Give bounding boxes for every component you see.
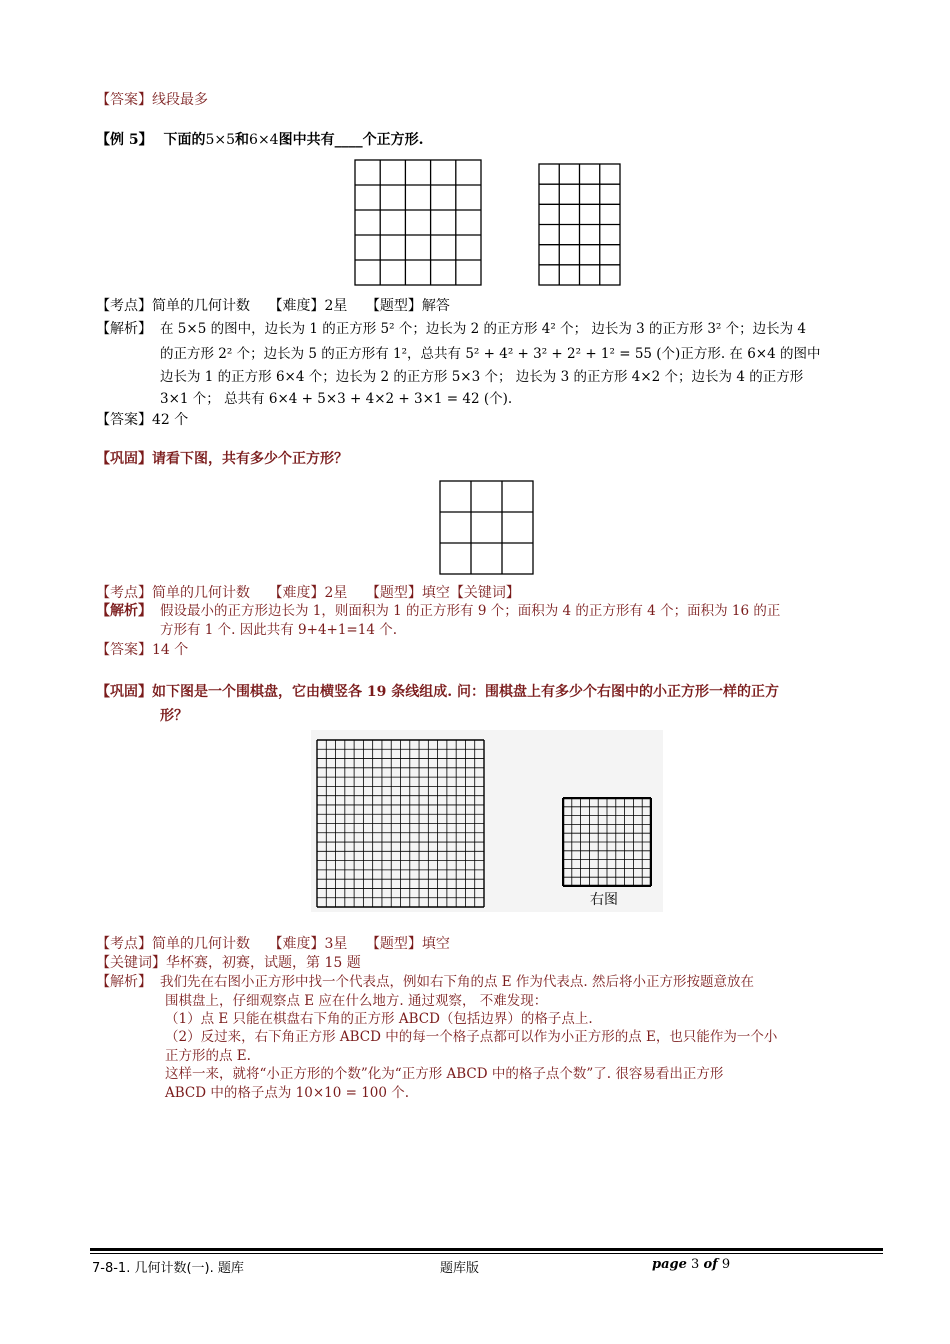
tixing-label: 【题型】 bbox=[365, 936, 422, 952]
answer-label: 【答案】 bbox=[96, 412, 152, 428]
nandu-value: 2星 bbox=[324, 298, 348, 314]
tixing-value: 填空 bbox=[421, 936, 450, 952]
question-grid-a: 5×5 bbox=[205, 132, 236, 148]
gg2-jiexi-line-2: 围棋盘上，仔细观察点 E 应在什么地方. 通过观察， 不难发现： bbox=[165, 993, 548, 1009]
of-word: of bbox=[703, 1257, 718, 1272]
nandu-label: 【难度】 bbox=[268, 936, 325, 952]
ex5-info-line bbox=[96, 296, 450, 316]
question-text-post: 图中共有____个正方形. bbox=[278, 132, 424, 148]
page-total: 9 bbox=[721, 1257, 731, 1272]
gg1-jiexi-line-1: 假设最小的正方形边长为 1，则面积为 1 的正方形有 9 个；面积为 4 的正方形有 4 个；面积为 16 的正 bbox=[160, 603, 781, 619]
example-5-question bbox=[96, 130, 423, 150]
grid-5x5-figure bbox=[354, 159, 482, 286]
tixing-label: 【题型】 bbox=[365, 585, 422, 601]
gg2-jiexi-line-4: （2）反过来，右下角正方形 ABCD 中的每一个格子点都可以作为小正方形的点 E，也只能作为一个小 bbox=[165, 1029, 778, 1045]
kaodian-label: 【考点】 bbox=[96, 936, 152, 952]
gonggu-question-text: 请看下图，共有多少个正方形？ bbox=[152, 451, 348, 467]
gg2-jiexi-line-5: 正方形的点 E. bbox=[165, 1048, 251, 1064]
nandu-label: 【难度】 bbox=[268, 298, 325, 314]
footer-center: 题库版 bbox=[440, 1261, 480, 1276]
grid-6x4-figure bbox=[538, 163, 621, 286]
gg2-jiexi-line-3: （1）点 E 只能在棋盘右下角的正方形 ABCD（包括边界）的格子点上. bbox=[165, 1011, 593, 1027]
footer-page bbox=[652, 1257, 730, 1272]
nandu-value: 3星 bbox=[324, 936, 348, 952]
kaodian-label: 【考点】 bbox=[96, 298, 152, 314]
guanjianci-label: 【关键词】 bbox=[96, 955, 166, 971]
go-board-grid bbox=[316, 739, 485, 908]
nandu-value: 2星 bbox=[324, 585, 348, 601]
gg2-info-line bbox=[96, 934, 450, 954]
gg1-jiexi-label: 【解析】 bbox=[96, 603, 152, 619]
answer-label: 【答案】 bbox=[96, 642, 152, 658]
question-text-pre: 下面的 bbox=[163, 132, 206, 148]
ex5-jiexi-line-1: 在 5×5 的图中，边长为 1 的正方形 5² 个；边长为 2 的正方形 4² 个； 边长为 3 的正方形 3² 个；边长为 4 bbox=[160, 321, 807, 337]
kaodian-value: 简单的几何计数 bbox=[152, 298, 250, 314]
grid-3x3-figure bbox=[439, 480, 534, 575]
tixing-label: 【题型】 bbox=[365, 298, 422, 314]
answer-text: 线段最多 bbox=[152, 92, 208, 108]
ex5-jiexi-line-4: 3×1 个； 总共有 6×4 + 5×3 + 4×2 + 3×1 = 42 (个). bbox=[160, 391, 513, 407]
figure-caption: 右图 bbox=[590, 892, 618, 908]
ex5-answer bbox=[96, 410, 188, 430]
example-label: 【例 5】 bbox=[96, 132, 153, 148]
tixing-value: 填空 bbox=[421, 585, 450, 601]
small-square-grid bbox=[562, 797, 652, 887]
page-number: 3 bbox=[691, 1257, 700, 1272]
gg2-jiexi-line-1: 我们先在右图小正方形中找一个代表点，例如右下角的点 E 作为代表点. 然后将小正方形按题意放在 bbox=[160, 974, 755, 990]
guanjianci-label: 【关键词】 bbox=[449, 585, 520, 601]
nandu-label: 【难度】 bbox=[268, 585, 325, 601]
gonggu-question-text: 如下图是一个围棋盘，它由横竖各 19 条线组成. 问：围棋盘上有多少个右图中的小正方形一样的正方 bbox=[152, 684, 779, 700]
tixing-value: 解答 bbox=[421, 298, 450, 314]
question-text-mid: 和 bbox=[235, 132, 250, 148]
gg2-jiexi-line-6: 这样一来，就将“小正方形的个数”化为“正方形 ABCD 中的格子点个数”了. 很容易看出正方形 bbox=[165, 1066, 724, 1082]
answer-label: 【答案】 bbox=[96, 92, 152, 108]
page-word: page bbox=[652, 1257, 687, 1272]
kaodian-value: 简单的几何计数 bbox=[152, 585, 250, 601]
gg1-jiexi-line-2: 方形有 1 个. 因此共有 9+4+1=14 个. bbox=[160, 622, 398, 638]
ex5-jiexi-label: 【解析】 bbox=[96, 321, 152, 337]
ex5-jiexi-line-2: 的正方形 2² 个；边长为 5 的正方形有 1²，总共有 5² + 4² + 3² + 2² + 1² = 55 (个)正方形. 在 6×4 的图中 bbox=[160, 346, 821, 362]
footer-left: 7-8-1. 几何计数(一). 题库 bbox=[92, 1261, 244, 1276]
gonggu-label: 【巩固】 bbox=[96, 451, 152, 467]
gg2-jiexi-label: 【解析】 bbox=[96, 974, 152, 990]
footer-rule-thin bbox=[90, 1253, 883, 1254]
footer-rule-thick bbox=[90, 1248, 883, 1251]
gonggu-2-question-line-2: 形？ bbox=[160, 708, 188, 724]
top-answer bbox=[96, 90, 208, 110]
gg2-keyword-line bbox=[96, 953, 361, 973]
gonggu-1-question bbox=[96, 449, 348, 469]
gonggu-2-question-line-1 bbox=[96, 682, 779, 702]
answer-text: 14 个 bbox=[152, 642, 189, 658]
kaodian-label: 【考点】 bbox=[96, 585, 152, 601]
kaodian-value: 简单的几何计数 bbox=[152, 936, 250, 952]
gg2-jiexi-line-7: ABCD 中的格子点为 10×10 = 100 个. bbox=[165, 1085, 410, 1101]
gg1-answer bbox=[96, 640, 188, 660]
question-grid-b: 6×4 bbox=[249, 132, 279, 148]
gonggu-label: 【巩固】 bbox=[96, 684, 152, 700]
ex5-jiexi-line-3: 边长为 1 的正方形 6×4 个；边长为 2 的正方形 5×3 个； 边长为 3 的正方形 4×2 个；边长为 4 的正方形 bbox=[160, 369, 804, 385]
gg1-info-line bbox=[96, 583, 520, 603]
guanjianci-value: 华杯赛，初赛，试题，第 15 题 bbox=[166, 955, 361, 971]
answer-text: 42 个 bbox=[152, 412, 189, 428]
